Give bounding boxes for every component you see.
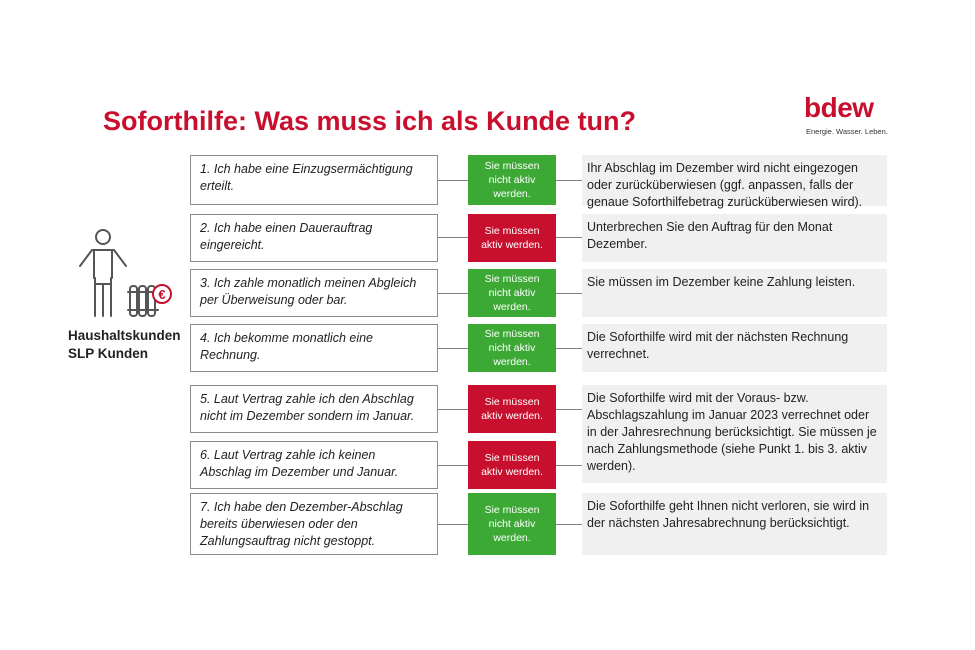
- status-badge-6: Sie müssen aktiv werden.: [468, 441, 556, 489]
- customer-type-line1: Haushaltskunden: [68, 328, 181, 343]
- description-2: Unterbrechen Sie den Auftrag für den Monat Dezember.: [582, 214, 887, 262]
- status-badge-4: Sie müssen nicht aktiv werden.: [468, 324, 556, 372]
- case-item-2: 2. Ich habe einen Dauerauftrag eingereicht.: [190, 214, 438, 262]
- case-item-6: 6. Laut Vertrag zahle ich keinen Abschlag im Dezember und Januar.: [190, 441, 438, 489]
- connector-line: [556, 524, 582, 525]
- connector-line: [556, 348, 582, 349]
- connector-line: [556, 409, 582, 410]
- svg-text:€: €: [158, 287, 166, 302]
- page-title: Soforthilfe: Was muss ich als Kunde tun?: [103, 106, 637, 136]
- status-badge-7: Sie müssen nicht aktiv werden.: [468, 493, 556, 555]
- customer-type-line2: SLP Kunden: [68, 346, 149, 361]
- connector-line: [438, 180, 468, 181]
- case-item-7: 7. Ich habe den Dezember-Abschlag bereits überwiesen oder den Zahlungsauftrag nicht gestoppt.: [190, 493, 438, 555]
- connector-line: [556, 237, 582, 238]
- logo-tagline: Energie. Wasser. Leben.: [806, 127, 888, 136]
- case-item-5: 5. Laut Vertrag zahle ich den Abschlag nicht im Dezember sondern im Januar.: [190, 385, 438, 433]
- connector-line: [438, 409, 468, 410]
- status-badge-1: Sie müssen nicht aktiv werden.: [468, 155, 556, 205]
- description-5: Die Soforthilfe wird mit der Voraus- bzw. Abschlagszahlung im Januar 2023 verrechnet oder in der Jahresrechnung berücksichtigt. Sie müssen je nach Zahlungsmethode (siehe Punkt 1. bis 3. aktiv werden).: [582, 385, 887, 483]
- case-item-4: 4. Ich bekomme monatlich eine Rechnung.: [190, 324, 438, 372]
- status-badge-2: Sie müssen aktiv werden.: [468, 214, 556, 262]
- connector-line: [556, 180, 582, 181]
- person-radiator-euro-icon: [70, 228, 180, 324]
- description-7: Die Soforthilfe geht Ihnen nicht verloren, sie wird in der nächsten Jahresabrechnung berücksichtigt.: [582, 493, 887, 555]
- description-4: Die Soforthilfe wird mit der nächsten Rechnung verrechnet.: [582, 324, 887, 372]
- connector-line: [438, 524, 468, 525]
- description-1: Ihr Abschlag im Dezember wird nicht eingezogen oder zurücküberwiesen (ggf. anpassen, falls der genaue Soforthilfebetrag zurücküberwiesen wird).: [582, 155, 887, 206]
- bdew-logo: [804, 92, 894, 140]
- customer-type-label: [68, 327, 181, 363]
- connector-line: [438, 348, 468, 349]
- connector-line: [438, 465, 468, 466]
- connector-line: [438, 293, 468, 294]
- description-3: Sie müssen im Dezember keine Zahlung leisten.: [582, 269, 887, 317]
- connector-line: [556, 465, 582, 466]
- status-badge-5: Sie müssen aktiv werden.: [468, 385, 556, 433]
- connector-line: [438, 237, 468, 238]
- connector-line: [556, 293, 582, 294]
- case-item-3: 3. Ich zahle monatlich meinen Abgleich per Überweisung oder bar.: [190, 269, 438, 317]
- logo-wordmark: bdew: [804, 92, 874, 123]
- status-badge-3: Sie müssen nicht aktiv werden.: [468, 269, 556, 317]
- case-item-1: 1. Ich habe eine Einzugsermächtigung erteilt.: [190, 155, 438, 205]
